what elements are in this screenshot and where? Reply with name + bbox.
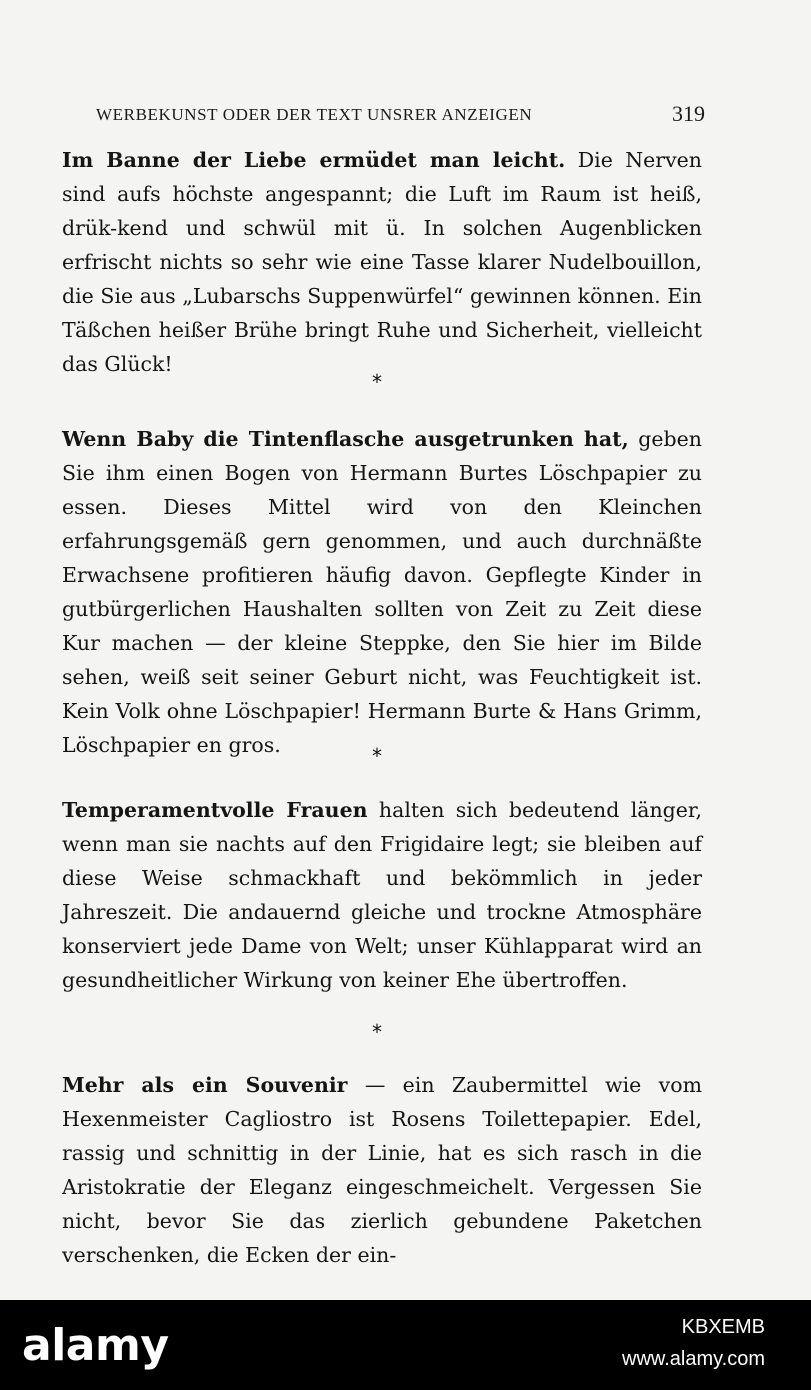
paragraph-1 (62, 143, 702, 381)
paragraph-3-lead: Temperamentvolle Frauen (62, 798, 368, 822)
paragraph-2-body: geben Sie ihm einen Bogen von Hermann Burtes Löschpapier zu essen. Dieses Mittel wird von den Kleinchen erfahrungsgemäß gern genommen, und auch durchnäßte Erwachsene profitieren häufig davon. Gepflegte Kinder in gutbürgerlichen Haushalten sollten von Zeit zu Zeit diese Kur machen — der kleine Steppke, den Sie hier im Bilde sehen, weiß seit seiner Geburt nicht, was Feuchtigkeit ist. Kein Volk ohne Löschpapier! Hermann Burte & Hans Grimm, Löschpapier en gros. (62, 427, 702, 757)
paragraph-4-body: — ein Zaubermittel wie vom Hexenmeister Cagliostro ist Rosens Toilettepapier. Edel, rassig und schnittig in der Linie, hat es sich rasch in die Aristokratie der Eleganz eingeschmeichelt. Vergessen Sie nicht, bevor Sie das zierlich gebundene Paketchen verschenken, die Ecken der ein- (62, 1073, 703, 1267)
paragraph-2-lead: Wenn Baby die Tintenflasche ausgetrunken hat, (62, 427, 629, 451)
running-header: WERBEKUNST ODER DER TEXT UNSRER ANZEIGEN (96, 105, 533, 124)
image-id: KBXEMB (681, 1316, 765, 1338)
paragraph-1-lead: Im Banne der Liebe ermüdet man leicht. (62, 148, 566, 172)
separator-star-1: * (372, 370, 382, 394)
paragraph-3 (62, 793, 702, 997)
separator-star-2: * (372, 744, 382, 768)
alamy-logo: alamy (22, 1320, 169, 1371)
paragraph-4-lead: Mehr als ein Souvenir (62, 1073, 348, 1097)
paragraph-2 (62, 422, 702, 762)
watermark-bar (0, 1300, 811, 1390)
paragraph-4 (62, 1068, 702, 1272)
separator-star-3: * (372, 1020, 382, 1044)
page-number: 319 (672, 101, 705, 126)
paragraph-1-body: Die Nerven sind aufs höchste angespannt; die Luft im Raum ist heiß, drük-kend und schwül mit ü. In solchen Augenblicken erfrischt nichts so sehr wie eine Tasse klarer Nudelbouillon, die Sie aus „Lubarschs Suppenwürfel“ gewinnen können. Ein Täßchen heißer Brühe bringt Ruhe und Sicherheit, vielleicht das Glück! (62, 148, 702, 376)
paragraph-3-body: halten sich bedeutend länger, wenn man sie nachts auf den Frigidaire legt; sie bleiben auf diese Weise schmackhaft und bekömmlich in jeder Jahreszeit. Die andauernd gleiche und trockne Atmosphäre konserviert jede Dame von Welt; unser Kühlapparat wird an gesundheitlicher Wirkung von keiner Ehe übertroffen. (62, 798, 702, 992)
watermark-url: www.alamy.com (622, 1348, 765, 1370)
